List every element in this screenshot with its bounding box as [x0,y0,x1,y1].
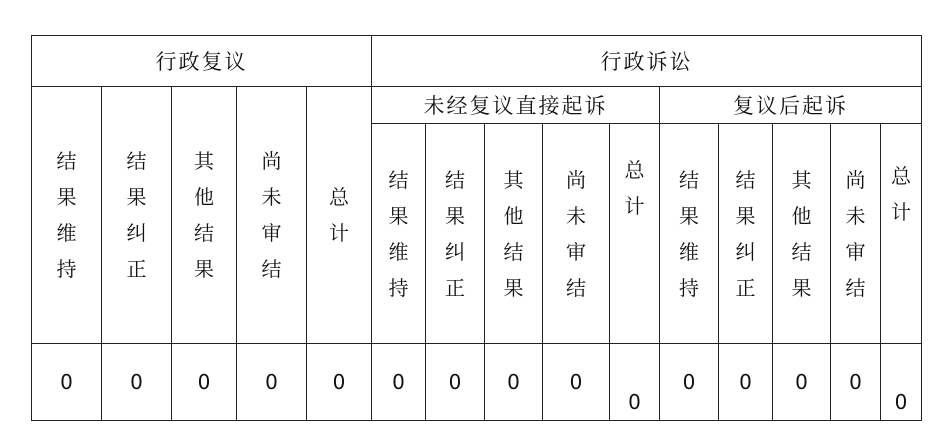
direct-other-header: 其 他 结 果 [485,124,543,344]
header-row-2 [32,87,922,124]
review-pending-value: 0 [237,344,307,421]
review-upheld-value: 0 [32,344,102,421]
direct-corrected-header: 结 果 纠 正 [426,124,485,344]
direct-corrected-value: 0 [426,344,485,421]
review-total-value: 0 [307,344,372,421]
after-corrected-header: 结 果 纠 正 [719,124,773,344]
header-direct-suit: 未经复议直接起诉 [372,87,660,124]
direct-pending-header: 尚 未 审 结 [543,124,610,344]
header-litigation: 行政诉讼 [372,36,922,87]
after-pending-header: 尚 未 审 结 [831,124,881,344]
review-pending-header: 尚 未 审 结 [237,87,307,344]
direct-upheld-header: 结 果 维 持 [372,124,426,344]
after-other-value: 0 [773,344,831,421]
review-other-value: 0 [172,344,237,421]
values-row [32,344,922,421]
header-review: 行政复议 [32,36,372,87]
after-other-header: 其 他 结 果 [773,124,831,344]
after-pending-value: 0 [831,344,881,421]
header-after-review: 复议后起诉 [660,87,922,124]
direct-pending-value: 0 [543,344,610,421]
header-row-1 [32,36,922,87]
direct-upheld-value: 0 [372,344,426,421]
direct-other-value: 0 [485,344,543,421]
after-total-header: 总 计 [881,124,922,344]
after-corrected-value: 0 [719,344,773,421]
direct-total-value: 0 [610,344,660,421]
after-upheld-header: 结 果 维 持 [660,124,719,344]
review-upheld-header: 结 果 维 持 [32,87,102,344]
after-total-value: 0 [881,344,922,421]
admin-review-litigation-table [31,35,922,421]
review-other-header: 其 他 结 果 [172,87,237,344]
review-corrected-value: 0 [102,344,172,421]
review-corrected-header: 结 果 纠 正 [102,87,172,344]
direct-total-header: 总 计 [610,124,660,344]
after-upheld-value: 0 [660,344,719,421]
review-total-header: 总 计 [307,87,372,344]
